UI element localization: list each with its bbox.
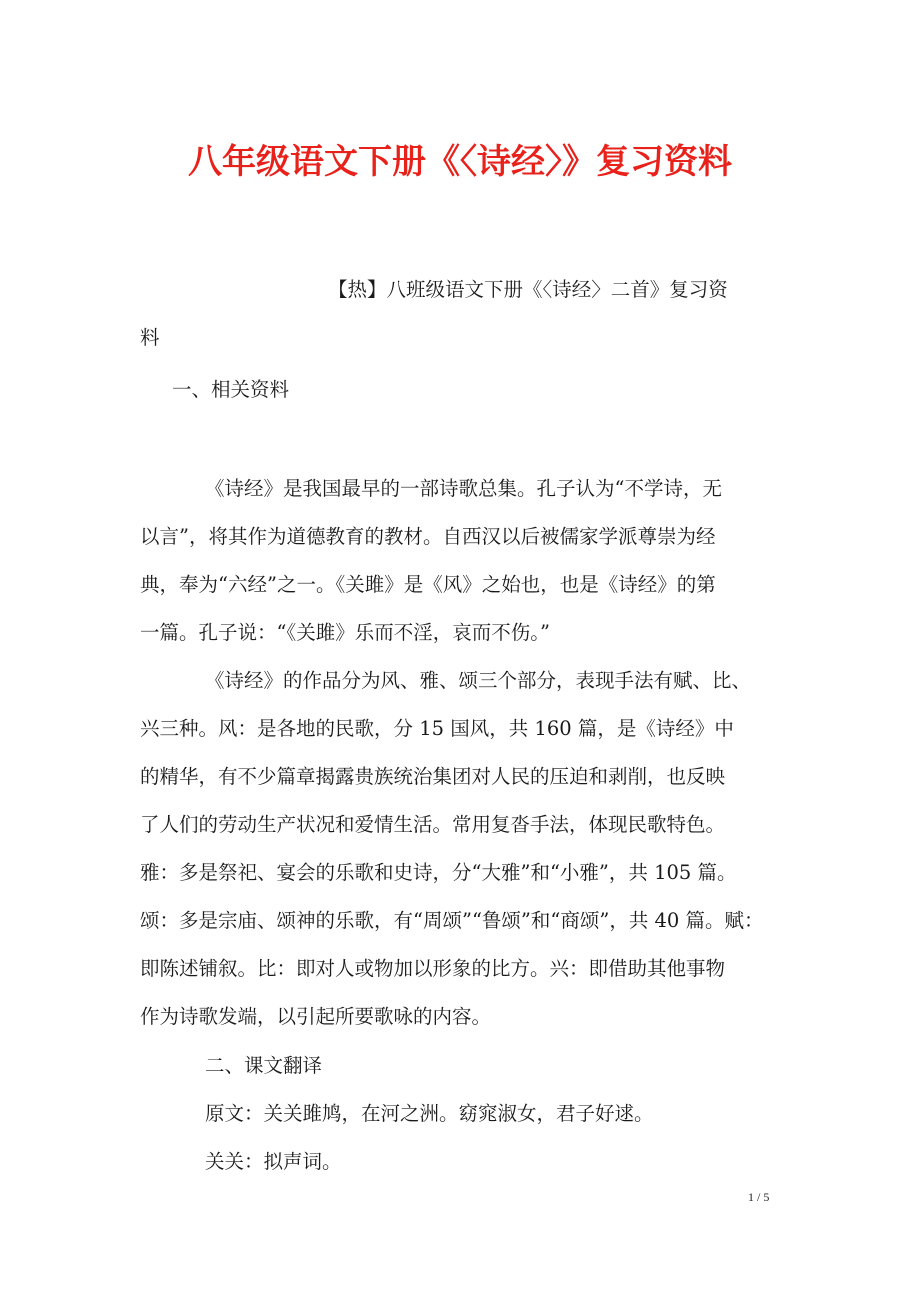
paragraph-1	[140, 465, 790, 657]
paragraph-1-line: 以言”，将其作为道德教育的教材。自西汉以后被儒家学派尊崇为经	[140, 525, 716, 548]
paragraph-2-line: 《诗经》的作品分为风、雅、颂三个部分，表现手法有赋、比、	[205, 669, 752, 692]
section-heading-1: 一、相关资料	[172, 378, 290, 401]
paragraph-1-line: 一篇。孔子说：“《关雎》乐而不淫，哀而不伤。”	[140, 621, 550, 644]
paragraph-2-line: 雅：多是祭祀、宴会的乐歌和史诗，分“大雅”和“小雅”，共 105 篇。	[140, 861, 737, 884]
paragraph-1-line: 典，奉为“六经”之一。《关雎》是《风》之始也，也是《诗经》的第	[140, 573, 716, 596]
paragraph-2-line: 了人们的劳动生产状况和爱情生活。常用复沓手法，体现民歌特色。	[140, 813, 726, 836]
intro-line-1: 【热】八班级语文下册《〈诗经〉二首》复习资	[328, 278, 728, 301]
paragraph-2-line: 兴三种。风：是各地的民歌，分 15 国风，共 160 篇，是《诗经》中	[140, 717, 734, 740]
original-text-line: 原文：关关雎鸠，在河之洲。窈窕淑女，君子好逑。	[205, 1102, 654, 1125]
paragraph-2-line: 即陈述铺叙。比：即对人或物加以形象的比方。兴：即借助其他事物	[140, 957, 726, 980]
paragraph-2	[140, 657, 790, 1041]
intro-line-2: 料	[140, 326, 160, 349]
paragraph-2-line: 作为诗歌发端，以引起所要歌咏的内容。	[140, 1005, 492, 1028]
note-line: 关关：拟声词。	[205, 1150, 342, 1173]
paragraph-1-line: 《诗经》是我国最早的一部诗歌总集。孔子认为“不学诗，无	[205, 477, 722, 500]
paragraph-2-line: 的精华，有不少篇章揭露贵族统治集团对人民的压迫和剥削，也反映	[140, 765, 726, 788]
paragraph-2-line: 颂：多是宗庙、颂神的乐歌，有“周颂”“鲁颂”和“商颂”，共 40 篇。赋：	[140, 909, 764, 932]
document-title: 八年级语文下册《〈诗经〉》复习资料	[188, 142, 732, 182]
page-number: 1 / 5	[748, 1190, 770, 1204]
intro-paragraph	[140, 266, 790, 362]
section-heading-2: 二、课文翻译	[205, 1054, 323, 1077]
